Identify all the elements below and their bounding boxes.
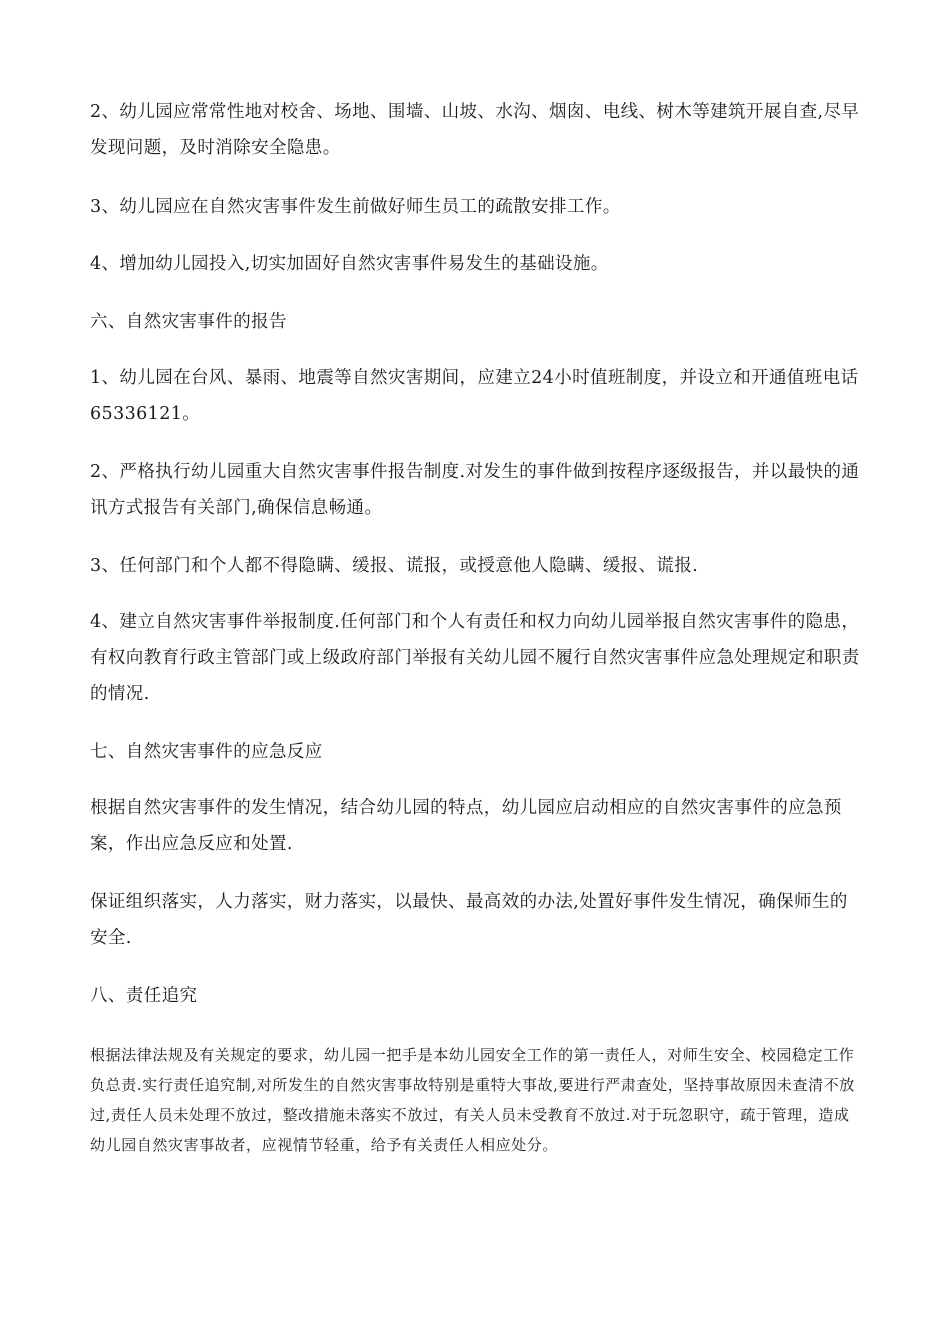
paragraph-contingency: 根据自然灾害事件的发生情况，结合幼儿园的特点，幼儿园应启动相应的自然灾害事件的应急预案，作出应急反应和处置. — [90, 798, 842, 854]
section-heading-reporting: 六、自然灾害事件的报告 — [90, 312, 287, 332]
paragraph-report-system: 2、严格执行幼儿园重大自然灾害事件报告制度.对发生的事件做到按程序逐级报告，并以最快的通讯方式报告有关部门,确保信息畅通。 — [90, 462, 860, 518]
paragraph-whistleblowing: 4、建立自然灾害事件举报制度.任何部门和个人有责任和权力向幼儿园举报自然灾害事件的隐患，有权向教育行政主管部门或上级政府部门举报有关幼儿园不履行自然灾害事件应急处理规定和职责的情况. — [90, 612, 860, 704]
paragraph-inspection: 2、幼儿园应常常性地对校舍、场地、围墙、山坡、水沟、烟囱、电线、树木等建筑开展自查,尽早发现问题，及时消除安全隐患。 — [90, 102, 860, 158]
paragraph-resources: 保证组织落实，人力落实，财力落实，以最快、最高效的办法,处置好事件发生情况，确保师生的安全. — [90, 892, 848, 948]
paragraph-duty-phone: 1、幼儿园在台风、暴雨、地震等自然灾害期间，应建立24小时值班制度，并设立和开通值班电话65336121。 — [90, 368, 859, 424]
paragraph-no-concealment: 3、任何部门和个人都不得隐瞒、缓报、谎报，或授意他人隐瞒、缓报、谎报. — [90, 556, 699, 576]
paragraph-investment: 4、增加幼儿园投入,切实加固好自然灾害事件易发生的基础设施。 — [90, 254, 609, 274]
paragraph-accountability: 根据法律法规及有关规定的要求，幼儿园一把手是本幼儿园安全工作的第一责任人，对师生安全、校园稳定工作负总责.实行责任追究制,对所发生的自然灾害事故特别是重特大事故,要进行严肃查处，坚持事故原因未查清不放过,责任人员未处理不放过，整改措施未落实不放过，有关人员未受教育不放过.对于玩忽职守，疏于管理，造成幼儿园自然灾害事故者，应视情节轻重，给予有关责任人相应处分。 — [90, 1046, 855, 1154]
section-heading-accountability: 八、责任追究 — [90, 986, 198, 1006]
paragraph-evacuation: 3、幼儿园应在自然灾害事件发生前做好师生员工的疏散安排工作。 — [90, 197, 621, 217]
section-heading-response: 七、自然灾害事件的应急反应 — [90, 742, 323, 762]
